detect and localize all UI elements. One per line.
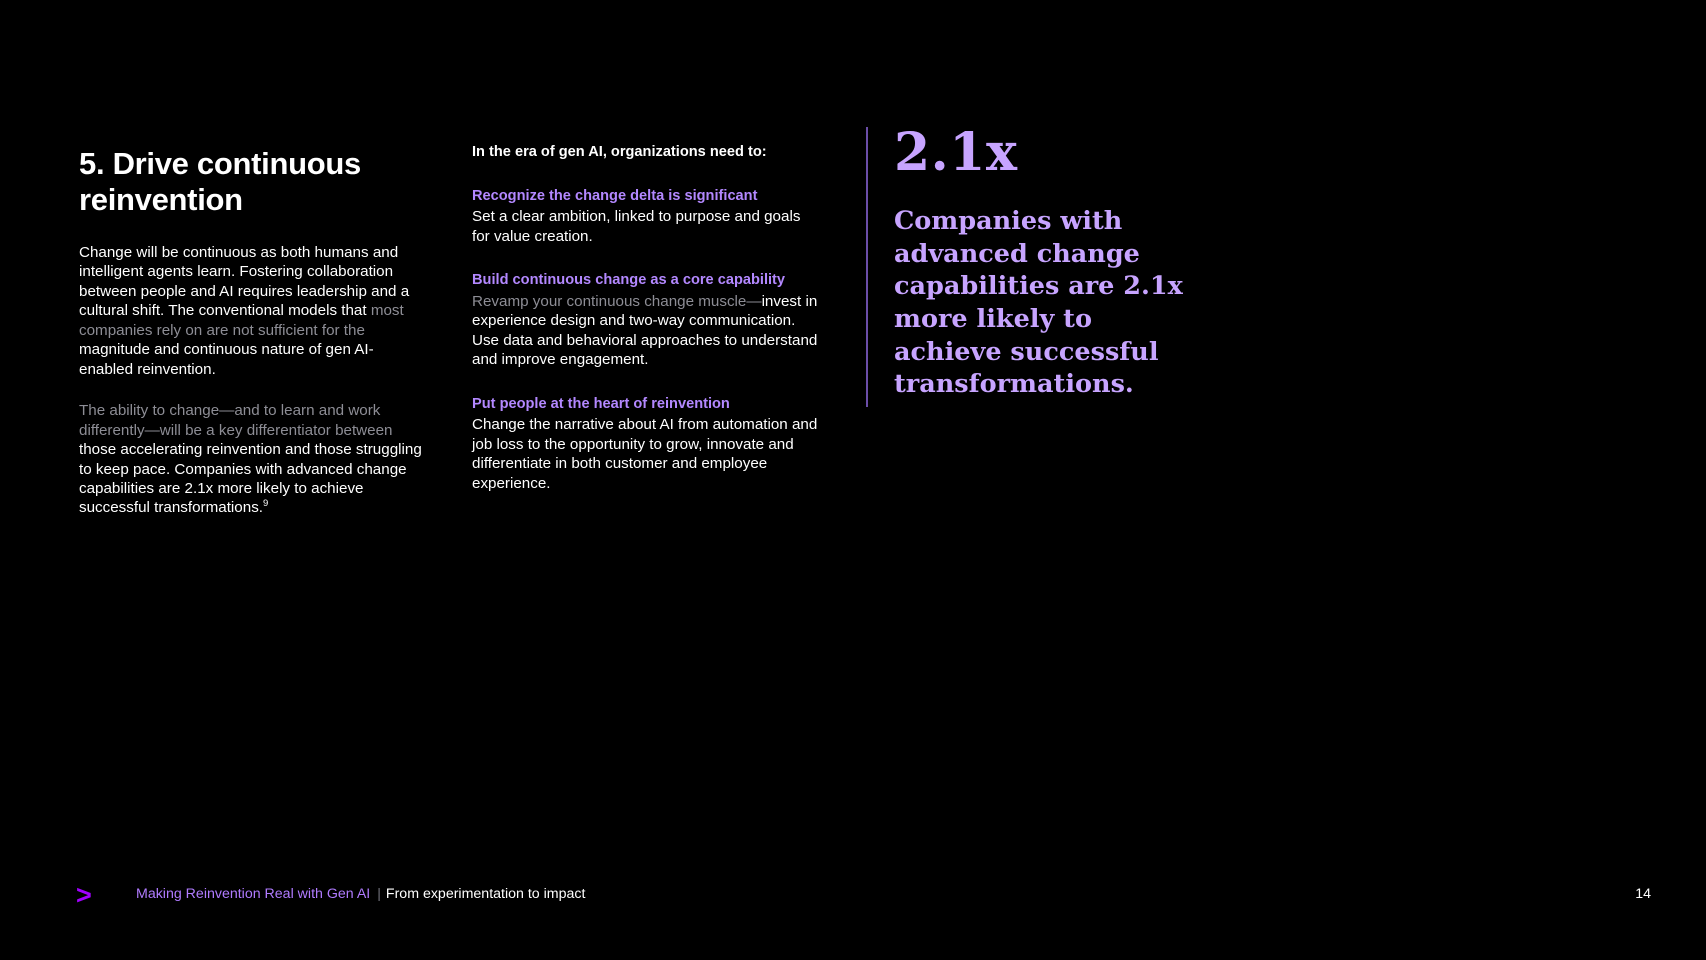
paragraph-two-dim: The ability to change—and to learn and work differently—will be a key differentiator between <box>79 402 393 439</box>
list-item-heading: Recognize the change delta is significant <box>472 187 758 204</box>
list-item-body: invest in experience design and two-way communication. Use data and behavioral approaches to understand and improve engagement. <box>472 292 818 369</box>
paragraph-one-part-one: Change will be continuous as both humans and intelligent agents learn. Fostering collaboration between people and AI requires leadership and a cultural shift. The conventional models that <box>79 244 410 320</box>
stat-number: 2.1x <box>894 122 1018 183</box>
paragraph-two-part-two: those accelerating reinvention and those struggling to keep pace. Companies with advanced change capabilities are 2.1x more likely to achieve successful transformations. <box>79 441 422 517</box>
stat-callout <box>866 122 1196 401</box>
page-number: 14 <box>1635 886 1651 902</box>
list-item-heading: Put people at the heart of reinvention <box>472 395 730 412</box>
footer-subtitle: From experimentation to impact <box>385 886 586 902</box>
list-item <box>472 187 820 247</box>
list-item-body: Change the narrative about AI from automation and job loss to the opportunity to grow, innovate and differentiate in both customer and employee experience. <box>472 416 818 492</box>
list-item <box>472 395 820 493</box>
stat-description: Companies with advanced change capabilities are 2.1x more likely to achieve successful transformations. <box>894 206 1183 400</box>
page-title: 5. Drive continuous reinvention <box>79 145 361 218</box>
footer-separator: | <box>377 886 381 902</box>
paragraph-two <box>79 401 427 518</box>
column-two-body <box>472 143 820 493</box>
footnote-marker: 9 <box>263 498 269 510</box>
paragraph-one-part-two: magnitude and continuous nature of gen AI-enabled reinvention. <box>79 341 374 378</box>
list-item-body-dim: Revamp your continuous change muscle— <box>472 292 762 310</box>
footer-title: Making Reinvention Real with Gen AI <box>136 886 371 902</box>
list-item <box>472 271 820 369</box>
paragraph-one <box>79 243 427 379</box>
list-item-heading: Build continuous change as a core capability <box>472 272 786 289</box>
list-item-body: Set a clear ambition, linked to purpose and goals for value creation. <box>472 208 801 245</box>
footer-text <box>136 887 585 901</box>
column-one-body <box>79 243 427 540</box>
accenture-logo-icon: > <box>76 880 92 910</box>
footer <box>0 864 1706 960</box>
column-two-lead: In the era of gen AI, organizations need to: <box>472 144 767 160</box>
paragraph-one-dim: most companies rely on are not sufficient for the <box>79 302 404 339</box>
